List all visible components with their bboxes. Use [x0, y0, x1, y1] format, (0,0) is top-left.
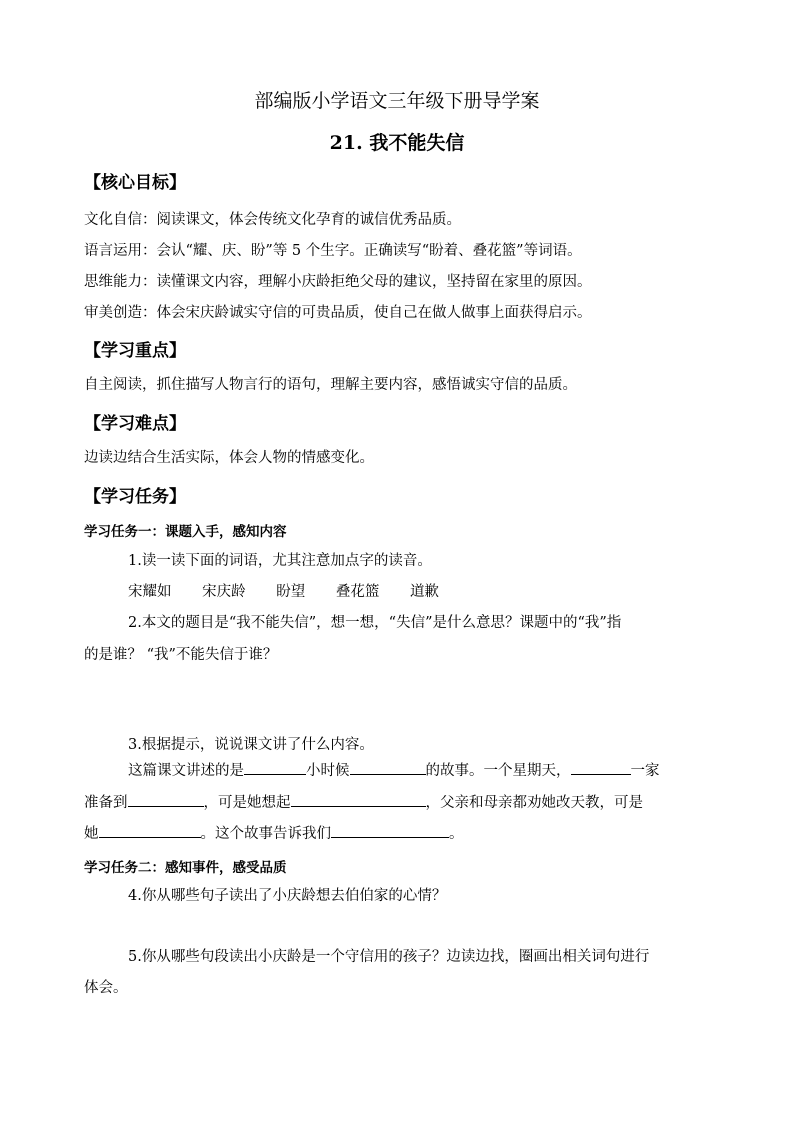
fill-text: 。这个故事告诉我们 — [200, 826, 331, 842]
fill-text: 准备到 — [84, 795, 128, 811]
question-5-line1: 5.你从哪些句段读出小庆龄是一个守信用的孩子？边读边找，圈画出相关词句进行 — [128, 949, 650, 965]
fill-blank-line1 — [128, 759, 660, 780]
word-item: 叠花篮 — [335, 584, 380, 600]
fill-text: 她 — [84, 826, 99, 842]
blank-field[interactable] — [571, 760, 631, 775]
blank-field[interactable] — [128, 792, 204, 807]
difficulty-text: 边读边结合生活实际，体会人物的情感变化。 — [84, 450, 374, 466]
fill-blank-line2 — [84, 791, 643, 812]
fill-blank-line3 — [84, 822, 464, 843]
goal-item: 语言运用：会认“耀、庆、盼”等 5 个生字。正确读写“盼着、叠花篮”等词语。 — [84, 243, 582, 259]
blank-field[interactable] — [291, 792, 426, 807]
blank-field[interactable] — [99, 823, 201, 838]
goal-item: 审美创造：体会宋庆龄诚实守信的可贵品质，使自己在做人做事上面获得启示。 — [84, 305, 592, 321]
question-3: 3.根据提示，说说课文讲了什么内容。 — [128, 737, 374, 753]
fill-text: ，可是她想起 — [203, 795, 291, 811]
goals-heading: 【核心目标】 — [84, 173, 186, 193]
word-list — [128, 580, 465, 601]
fill-text: 。 — [449, 826, 464, 842]
tasks-heading: 【学习任务】 — [84, 487, 186, 507]
difficulty-heading: 【学习难点】 — [84, 414, 186, 434]
question-4: 4.你从哪些句子读出了小庆龄想去伯伯家的心情？ — [128, 888, 447, 904]
fill-text: 的故事。一个星期天， — [425, 763, 571, 779]
fill-text: ，父亲和母亲都劝她改天教，可是 — [425, 795, 643, 811]
question-1: 1.读一读下面的词语，尤其注意加点字的读音。 — [128, 553, 432, 569]
question-2-line1: 2.本文的题目是“我不能失信”，想一想，“失信”是什么意思？课题中的“我”指 — [128, 615, 622, 631]
word-item: 宋庆龄 — [202, 584, 246, 600]
goal-item: 思维能力：读懂课文内容，理解小庆龄拒绝父母的建议，坚持留在家里的原因。 — [84, 274, 592, 290]
blank-field[interactable] — [244, 760, 306, 775]
blank-field[interactable] — [331, 823, 449, 838]
fill-text: 小时候 — [306, 763, 350, 779]
fill-text: 一家 — [630, 763, 660, 779]
question-5-line2: 体会。 — [84, 980, 128, 996]
document-title: 部编版小学语文三年级下册导学案 — [254, 90, 540, 112]
task1-title: 学习任务一：课题入手，感知内容 — [84, 524, 287, 540]
word-item: 道歉 — [409, 584, 439, 600]
word-item: 宋耀如 — [128, 584, 172, 600]
lesson-title: 21. 我不能失信 — [329, 132, 465, 154]
fill-text: 这篇课文讲述的是 — [128, 763, 244, 779]
focus-text: 自主阅读，抓住描写人物言行的语句，理解主要内容，感悟诚实守信的品质。 — [84, 377, 577, 393]
question-2-line2: 的是谁？ “我”不能失信于谁？ — [84, 647, 278, 663]
blank-field[interactable] — [350, 760, 426, 775]
focus-heading: 【学习重点】 — [84, 341, 186, 361]
goal-item: 文化自信：阅读课文，体会传统文化孕育的诚信优秀品质。 — [84, 212, 461, 228]
task2-title: 学习任务二：感知事件，感受品质 — [84, 860, 287, 876]
word-item: 盼望 — [276, 584, 306, 600]
